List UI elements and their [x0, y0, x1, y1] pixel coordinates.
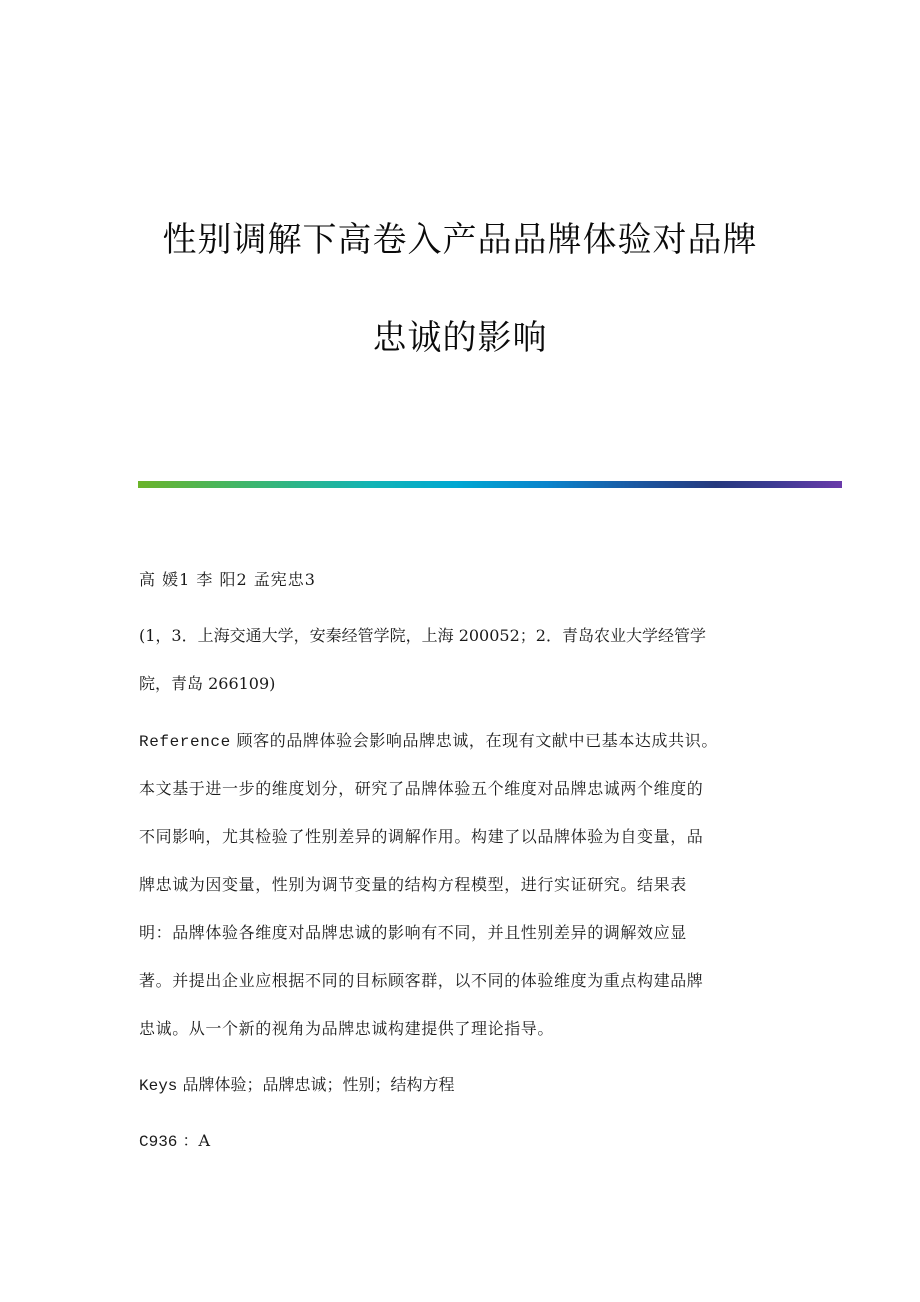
keywords [139, 1073, 789, 1098]
abstract-line-6: 著。并提出企业应根据不同的目标顾客群，以不同的体验维度为重点构建品牌 [139, 971, 704, 990]
abstract-line-7: 忠诚。从一个新的视角为品牌忠诚构建提供了理论指导。 [139, 1019, 555, 1038]
gradient-divider [138, 481, 842, 488]
classification-code [139, 1129, 789, 1154]
abstract-line-1 [139, 729, 789, 754]
affiliation-line-1: (1，3．上海交通大学，安秦经管学院，上海 200052；2．青岛农业大学经管学 [139, 626, 706, 645]
paper-title-line-1: 性别调解下高卷入产品品牌体验对品牌 [162, 220, 758, 260]
authors: 高 媛1 李 阳2 孟宪忠3 [139, 570, 316, 589]
abstract-line-4: 牌忠诚为因变量，性别为调节变量的结构方程模型，进行实证研究。结果表 [139, 875, 687, 894]
paper-title-line-2: 忠诚的影响 [372, 318, 548, 358]
abstract-line-3: 不同影响，尤其检验了性别差异的调解作用。构建了以品牌体验为自变量，品 [139, 827, 704, 846]
abstract-line-2: 本文基于进一步的维度划分，研究了品牌体验五个维度对品牌忠诚两个维度的 [139, 779, 704, 798]
abstract-text: 顾客的品牌体验会影响品牌忠诚，在现有文献中已基本达成共识。 [230, 731, 718, 750]
keywords-label: Keys [139, 1077, 178, 1095]
abstract-line-5: 明：品牌体验各维度对品牌忠诚的影响有不同，并且性别差异的调解效应显 [139, 923, 687, 942]
abstract-label: Reference [139, 733, 231, 751]
affiliation-line-2: 院，青岛 266109) [139, 674, 276, 693]
classification-value: ：A [177, 1131, 211, 1150]
classification-label: C936 [139, 1133, 178, 1151]
keywords-value: 品牌体验；品牌忠诚；性别；结构方程 [177, 1075, 455, 1094]
